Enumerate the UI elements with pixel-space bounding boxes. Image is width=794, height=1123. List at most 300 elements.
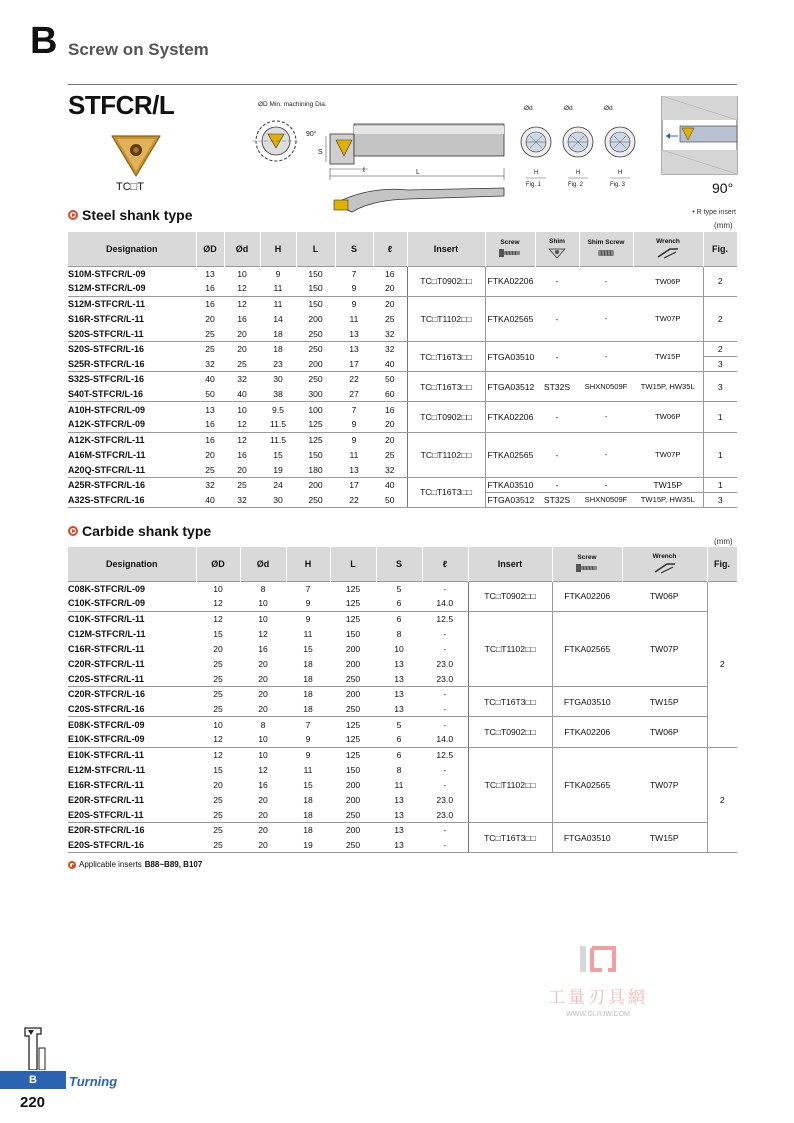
th-l: L (296, 232, 335, 266)
d-cell: 10 (224, 266, 260, 281)
th-od: ØD (196, 547, 240, 581)
d-cell: 20 (258, 704, 268, 715)
designation-cell: E10K-STFCR/L-09 (68, 734, 145, 745)
fig-cell: 2 (703, 266, 737, 296)
screw-icon (576, 563, 598, 573)
designation-cell: A10H-STFCR/L-09 (68, 402, 196, 417)
designation-cell: C16R-STFCR/L-11 (68, 643, 145, 654)
insert-cell: TC□T16T3□□ (407, 477, 485, 507)
th-fig: Fig. (703, 232, 737, 266)
th-h: H (286, 547, 330, 581)
od-cell: 16 (205, 419, 215, 430)
wrench-cell: TW15P, HW35L (633, 372, 703, 402)
table-row (68, 477, 737, 492)
designation-cell: E20R-STFCR/L-11 (68, 794, 145, 805)
s-cell: 13 (394, 673, 404, 684)
l-cell: 125 (308, 419, 323, 430)
l-cell: 200 (330, 687, 376, 702)
od-cell: 25 (213, 794, 223, 805)
designation-cell: S40T-STFCR/L-16 (68, 389, 144, 400)
d-cell: 20 (258, 659, 268, 670)
section-letter: B (30, 20, 58, 62)
h-cell: 7 (286, 581, 330, 596)
screw-cell: FTKA02206 (552, 581, 622, 611)
h-cell: 9 (260, 266, 296, 281)
fig2-od-label: Ød (564, 105, 573, 112)
s-cell: 13 (349, 464, 359, 475)
screw-cell: FTKA02206 (485, 266, 535, 296)
table-row (68, 296, 737, 311)
designation-cell: A12K-STFCR/L-11 (68, 432, 196, 447)
th-designation: Designation (68, 547, 196, 581)
insert-cell: TC□T0902□□ (468, 717, 552, 747)
th-screw-label: Screw (500, 239, 520, 247)
screw-cell: FTKA02206 (485, 402, 535, 432)
h-cell: 9.5 (260, 402, 296, 417)
th-h: H (260, 232, 296, 266)
screw-cell: FTKA02565 (485, 296, 535, 341)
h-cell: 11 (260, 296, 296, 311)
screw-cell: FTKA02565 (552, 747, 622, 822)
screw-cell: FTGA03510 (552, 823, 622, 853)
designation-cell: S12M-STFCR/L-09 (68, 283, 146, 294)
angle-mark: 90° (306, 131, 317, 138)
fig3-od-label: Ød (604, 105, 613, 112)
od-cell: 20 (213, 779, 223, 790)
shim-screw-cell: SHXN0509F (579, 372, 633, 402)
d-cell: 32 (224, 492, 260, 507)
designation-cell: E20S-STFCR/L-16 (68, 838, 196, 853)
h-cell: 11 (303, 764, 313, 775)
screw-cell: FTGA03512 (485, 492, 535, 507)
fig-cell: 3 (703, 357, 737, 372)
footer-label: Turning (69, 1074, 118, 1089)
s-cell: 13 (376, 823, 422, 838)
fig-3 (604, 105, 635, 188)
s-cell: 11 (394, 779, 404, 790)
designation-cell: S16R-STFCR/L-11 (68, 313, 145, 324)
designation-cell: E08K-STFCR/L-09 (68, 717, 196, 732)
s-cell: 17 (349, 358, 359, 369)
od-cell: 25 (213, 659, 223, 670)
s-cell: 9 (351, 283, 357, 294)
designation-cell: E12M-STFCR/L-11 (68, 764, 146, 775)
designation-cell: S12M-STFCR/L-11 (68, 296, 196, 311)
fig-cell: 3 (703, 372, 737, 402)
h-cell: 18 (273, 328, 283, 339)
screw-cell: FTGA03512 (485, 372, 535, 402)
insert-cell: TC□T16T3□□ (407, 341, 485, 371)
watermark-logo-icon (578, 944, 618, 974)
od-cell: 15 (213, 764, 223, 775)
wrench-cell: TW07P (622, 747, 707, 822)
watermark (528, 944, 668, 1018)
table-row (68, 432, 737, 447)
th-screw (552, 547, 622, 581)
l-cell: 150 (296, 296, 335, 311)
fig-cell: 1 (703, 402, 737, 432)
ell-cell: 50 (373, 372, 407, 387)
l-cell: 250 (345, 673, 361, 684)
wrench-cell: TW06P (633, 402, 703, 432)
l-cell: 200 (296, 477, 335, 492)
l-cell: 180 (308, 464, 323, 475)
tool-drawing (248, 96, 738, 226)
l-cell: 250 (296, 341, 335, 356)
l-cell: 125 (330, 747, 376, 762)
l-cell: 250 (296, 492, 335, 507)
ell-cell: 23.0 (436, 659, 454, 670)
ell-cell: - (422, 717, 468, 732)
s-cell: 11 (349, 313, 359, 324)
ell-cell: 32 (384, 328, 395, 339)
insert-cell: TC□T1102□□ (407, 432, 485, 477)
turning-tool-icon (22, 1026, 48, 1070)
d-cell: 12 (224, 296, 260, 311)
ell-cell: 50 (373, 492, 407, 507)
carbide-unit: (mm) (714, 537, 733, 546)
s-cell: 22 (335, 372, 373, 387)
d-cell: 20 (240, 823, 286, 838)
l-cell: 200 (330, 823, 376, 838)
shim-icon (548, 247, 566, 259)
screw-icon (499, 248, 521, 258)
table-row (68, 611, 737, 626)
fig3-h-label: H (618, 170, 623, 176)
h-cell: 18 (303, 659, 313, 670)
h-cell: 18 (260, 341, 296, 356)
insert-cell: TC□T1102□□ (468, 611, 552, 686)
steel-table (68, 232, 738, 508)
l-cell: 250 (345, 704, 361, 715)
wrench-cell: TW15P (633, 477, 703, 492)
l-cell: 250 (308, 328, 323, 339)
designation-cell: E16R-STFCR/L-11 (68, 779, 145, 790)
ell-cell: 32 (373, 341, 407, 356)
d-cell: 25 (237, 358, 247, 369)
wrench-icon (656, 247, 680, 259)
d-cell: 25 (224, 477, 260, 492)
l-cell: 150 (296, 266, 335, 281)
d-cell: 20 (240, 687, 286, 702)
applicable-pages: B88~B89, B107 (144, 860, 203, 869)
s-cell: 9 (351, 419, 357, 430)
od-cell: 25 (196, 341, 224, 356)
s-cell: 6 (396, 598, 402, 609)
th-s: S (376, 547, 422, 581)
s-cell: 7 (335, 266, 373, 281)
d-cell: 20 (258, 673, 268, 684)
h-cell: 15 (303, 643, 313, 654)
fig2-label: Fig. 2 (568, 182, 584, 188)
shim-screw-cell: - (579, 296, 633, 341)
designation-cell: C10K-STFCR/L-11 (68, 611, 196, 626)
table-row (68, 492, 737, 507)
th-screw-label: Screw (577, 554, 597, 562)
h-cell: 38 (273, 389, 283, 400)
od-cell: 15 (213, 628, 223, 639)
h-cell: 30 (260, 492, 296, 507)
d-cell: 8 (240, 581, 286, 596)
insert-cell: TC□T0902□□ (407, 402, 485, 432)
designation-cell: C20S-STFCR/L-16 (68, 704, 145, 715)
shim-cell: - (535, 402, 579, 432)
screw-cell: FTKA03510 (485, 477, 535, 492)
d-cell: 20 (237, 328, 247, 339)
h-cell: 9 (286, 611, 330, 626)
th-d: Ød (240, 547, 286, 581)
screw-cell: FTGA03510 (552, 687, 622, 717)
carbide-section-title (68, 523, 211, 539)
ell-cell: 20 (384, 283, 395, 294)
designation-cell: S25R-STFCR/L-16 (68, 358, 145, 369)
d-cell: 16 (258, 643, 268, 654)
steel-unit: (mm) (714, 221, 733, 230)
d-cell: 12 (224, 432, 260, 447)
s-cell: 13 (394, 704, 404, 715)
wrench-cell: TW07P (622, 611, 707, 686)
designation-cell: E20S-STFCR/L-11 (68, 809, 144, 820)
ell-cell: - (443, 628, 447, 639)
ell-cell: 25 (384, 449, 395, 460)
od-cell: 25 (196, 838, 240, 853)
s-cell: 5 (376, 717, 422, 732)
s-cell: 9 (335, 432, 373, 447)
table-row (68, 402, 737, 417)
insert-cell: TC□T16T3□□ (468, 687, 552, 717)
s-cell: 13 (394, 809, 404, 820)
fig1-h-label: H (534, 170, 539, 176)
shim-cell: - (535, 432, 579, 477)
designation-cell: A16M-STFCR/L-11 (68, 449, 146, 460)
wrench-cell: TW07P (633, 296, 703, 341)
od-cell: 12 (196, 747, 240, 762)
ell-cell: 20 (373, 296, 407, 311)
designation-cell: C20S-STFCR/L-11 (68, 673, 145, 684)
table-row (68, 372, 737, 387)
od-cell: 40 (196, 492, 224, 507)
d-cell: 40 (237, 389, 247, 400)
ell-cell: 14.0 (436, 734, 454, 745)
d-cell: 20 (258, 794, 268, 805)
wrench-cell: TW15P (622, 687, 707, 717)
designation-cell: S10M-STFCR/L-09 (68, 266, 196, 281)
th-designation: Designation (68, 232, 196, 266)
shim-screw-icon (597, 248, 615, 258)
ell-cell: - (422, 823, 468, 838)
l-cell: 250 (345, 809, 361, 820)
h-cell: 30 (260, 372, 296, 387)
designation-cell: A25R-STFCR/L-16 (68, 477, 196, 492)
th-l: L (330, 547, 376, 581)
h-cell: 24 (260, 477, 296, 492)
wrench-cell: TW06P (622, 581, 707, 611)
ell-cell: - (443, 779, 447, 790)
insert-cell: TC□T1102□□ (407, 296, 485, 341)
od-cell: 25 (213, 809, 223, 820)
r-type-note: • R type insert (692, 209, 736, 216)
od-cell: 16 (205, 283, 215, 294)
fig-cell: 2 (703, 341, 737, 356)
bullet-icon (68, 210, 78, 220)
h-cell: 19 (286, 838, 330, 853)
model-title: STFCR/L (68, 90, 175, 120)
h-cell: 18 (286, 687, 330, 702)
s-cell: 13 (376, 838, 422, 853)
d-cell: 10 (240, 611, 286, 626)
d-cell: 12 (237, 419, 247, 430)
designation-cell: S20S-STFCR/L-11 (68, 328, 144, 339)
watermark-chinese: 工量刃具網 (548, 988, 648, 1008)
od-cell: 20 (213, 643, 223, 654)
l-cell: 100 (296, 402, 335, 417)
insert-cell: TC□T16T3□□ (407, 372, 485, 402)
s-cell: 13 (394, 659, 404, 670)
wrench-cell: TW06P (622, 717, 707, 747)
od-cell: 13 (196, 402, 224, 417)
l-cell: 150 (345, 764, 361, 775)
designation-cell: A20Q-STFCR/L-11 (68, 464, 146, 475)
d-cell: 12 (258, 764, 268, 775)
designation-cell: C08K-STFCR/L-09 (68, 581, 196, 596)
od-cell: 12 (196, 611, 240, 626)
h-cell: 9 (286, 747, 330, 762)
shim-cell: ST32S (535, 492, 579, 507)
ell-cell: 20 (384, 419, 395, 430)
h-cell: 11.5 (269, 419, 287, 430)
designation-cell: S20S-STFCR/L-16 (68, 341, 196, 356)
fig-cell: 2 (707, 581, 737, 747)
fig2-h-label: H (576, 170, 581, 176)
designation-cell: E20R-STFCR/L-16 (68, 823, 196, 838)
angle-label: 90° (712, 180, 734, 196)
s-cell: 5 (376, 581, 422, 596)
shim-screw-cell: - (579, 477, 633, 492)
applicable-inserts-note (68, 860, 202, 869)
l-cell: 125 (345, 598, 361, 609)
h-cell: 11.5 (260, 432, 296, 447)
fig-cell: 3 (703, 492, 737, 507)
carbide-table (68, 547, 738, 853)
h-cell: 15 (303, 779, 313, 790)
designation-cell: C12M-STFCR/L-11 (68, 628, 146, 639)
table-row (68, 341, 737, 356)
s-cell: 17 (335, 477, 373, 492)
fig-cell: 2 (707, 747, 737, 853)
small-l-label: ℓ (363, 167, 366, 174)
l-cell: 250 (296, 372, 335, 387)
s-cell: 10 (394, 643, 404, 654)
d-cell: 10 (258, 734, 268, 745)
ell-cell: 16 (373, 402, 407, 417)
steel-section-title (68, 207, 193, 223)
s-cell: 27 (349, 389, 359, 400)
fig1-od-label: Ød (524, 105, 533, 112)
d-cell: 16 (237, 313, 247, 324)
od-cell: 25 (205, 328, 215, 339)
l-cell: 200 (345, 659, 361, 670)
ell-cell: 23.0 (436, 809, 454, 820)
shim-cell: - (535, 341, 579, 371)
s-cell: 6 (376, 747, 422, 762)
designation-cell: C10K-STFCR/L-09 (68, 598, 146, 609)
h-cell: 11 (273, 283, 283, 294)
d-cell: 20 (240, 838, 286, 853)
wrench-cell: TW15P (622, 823, 707, 853)
shim-screw-cell: - (579, 432, 633, 477)
th-shim-screw (579, 232, 633, 266)
l-cell: 125 (330, 581, 376, 596)
od-cell: 25 (196, 687, 240, 702)
carbide-title-text: Carbide shank type (82, 523, 212, 539)
h-cell: 15 (273, 449, 283, 460)
designation-cell: A32S-STFCR/L-16 (68, 492, 196, 507)
d-cell: 20 (258, 809, 268, 820)
od-cell: 20 (205, 313, 215, 324)
table-row (68, 747, 737, 762)
h-cell: 23 (273, 358, 283, 369)
fig3-label: Fig. 3 (610, 182, 626, 188)
l-cell: 150 (308, 449, 323, 460)
designation-cell: S32S-STFCR/L-16 (68, 372, 196, 387)
insert-cell: TC□T0902□□ (407, 266, 485, 296)
d-cell: 12 (258, 628, 268, 639)
s-cell: 13 (376, 687, 422, 702)
boring-illustration (662, 96, 737, 174)
th-wrench-label: Wrench (656, 238, 680, 246)
h-cell: 9 (305, 734, 311, 745)
th-wrench-label: Wrench (652, 553, 677, 561)
table-row (68, 823, 737, 838)
min-dia-label: ØD Min. machining Dia. (258, 101, 327, 108)
big-l-label: L (416, 169, 420, 176)
ell-cell: 16 (373, 266, 407, 281)
ell-cell: 32 (384, 464, 395, 475)
th-shim (535, 232, 579, 266)
l-cell: 200 (308, 313, 323, 324)
h-cell: 18 (303, 794, 313, 805)
od-cell: 25 (205, 464, 215, 475)
s-cell: 13 (394, 794, 404, 805)
table-row (68, 687, 737, 702)
od-cell: 32 (205, 358, 215, 369)
od-cell: 12 (213, 598, 223, 609)
od-cell: 16 (196, 432, 224, 447)
wrench-cell: TW07P (633, 432, 703, 477)
d-cell: 10 (240, 747, 286, 762)
h-cell: 19 (273, 464, 283, 475)
s-cell: 9 (335, 296, 373, 311)
l-cell: 200 (345, 794, 361, 805)
od-cell: 25 (213, 673, 223, 684)
shim-cell: - (535, 477, 579, 492)
ell-cell: 23.0 (436, 673, 454, 684)
ell-cell: 12.5 (422, 611, 468, 626)
l-cell: 200 (345, 779, 361, 790)
th-insert: Insert (407, 232, 485, 266)
od-cell: 25 (196, 823, 240, 838)
page-number: 220 (20, 1094, 46, 1111)
d-cell: 10 (224, 402, 260, 417)
h-cell: 7 (286, 717, 330, 732)
wrench-icon (653, 562, 677, 574)
insert-cell: TC□T1102□□ (468, 747, 552, 822)
ell-cell: - (422, 687, 468, 702)
s-cell: 8 (396, 764, 402, 775)
th-s: S (335, 232, 373, 266)
s-cell: 13 (335, 341, 373, 356)
od-cell: 12 (213, 734, 223, 745)
